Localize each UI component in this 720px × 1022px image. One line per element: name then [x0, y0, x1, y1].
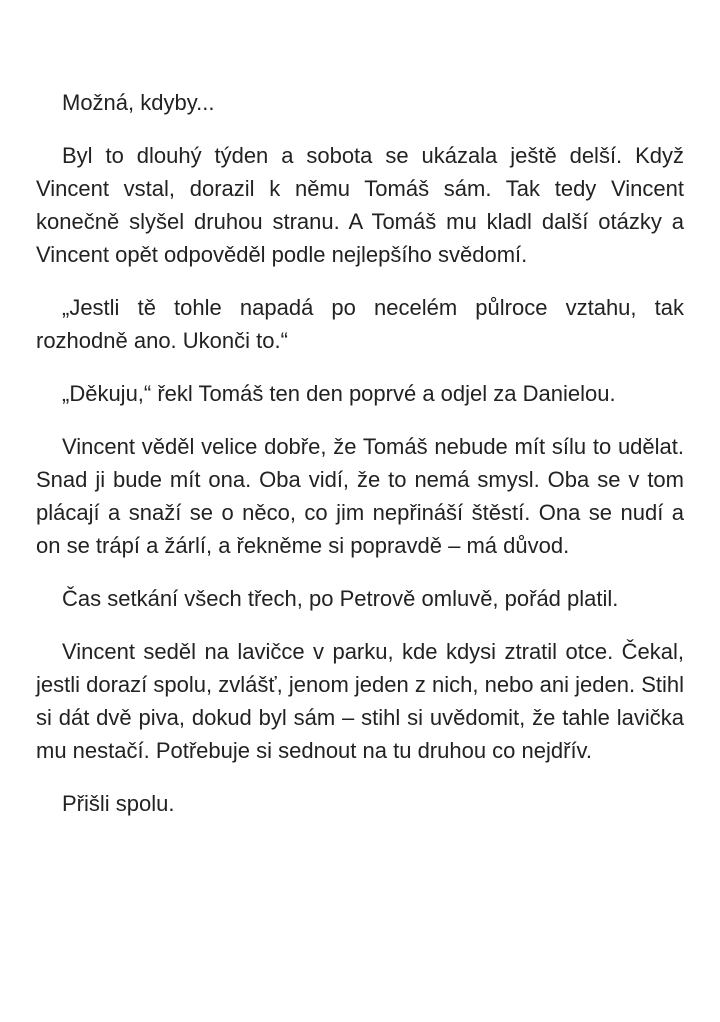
paragraph: Čas setkání všech třech, po Petrově omluvě, pořád platil.	[62, 586, 619, 611]
paragraph: Možná, kdyby...	[62, 90, 215, 115]
paragraph: Vincent seděl na lavičce v parku, kde kdysi ztratil otce. Čekal, jestli dorazí spolu, zvlášť, jenom jeden z nich, nebo ani jeden. Stihl si dát dvě piva, dokud byl sám – stihl si uvědomit, že tahle lavička mu nestačí. Potřebuje si sednout na tu druhou co nejdřív.	[36, 639, 684, 763]
paragraph: Přišli spolu.	[62, 791, 175, 816]
document-page	[36, 86, 684, 840]
paragraph: Vincent věděl velice dobře, že Tomáš nebude mít sílu to udělat. Snad ji bude mít ona. Oba vidí, že to nemá smysl. Oba se v tom plácají a snaží se o něco, co jim nepřináší štěstí. Ona se nudí a on se trápí a žárlí, a řekněme si popravdě – má důvod.	[36, 434, 684, 558]
paragraph: „Děkuju,“ řekl Tomáš ten den poprvé a odjel za Danielou.	[62, 381, 616, 406]
paragraph: „Jestli tě tohle napadá po necelém půlroce vztahu, tak rozhodně ano. Ukonči to.“	[36, 295, 684, 353]
paragraph: Byl to dlouhý týden a sobota se ukázala ještě delší. Když Vincent vstal, dorazil k němu Tomáš sám. Tak tedy Vincent konečně slyšel druhou stranu. A Tomáš mu kladl další otázky a Vincent opět odpověděl podle nejlepšího svědomí.	[36, 143, 684, 267]
